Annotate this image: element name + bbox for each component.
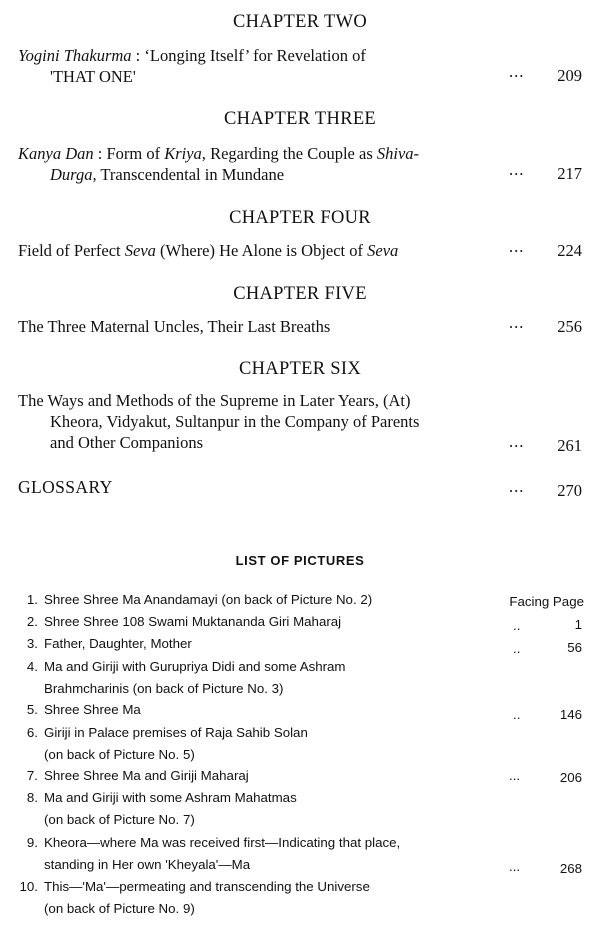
leader-dots: .. <box>513 707 521 722</box>
chapter-heading: CHAPTER TWO <box>232 12 367 32</box>
entry-line: 'THAT ONE' <box>50 67 136 86</box>
picture-number: 7. <box>26 768 38 783</box>
toc-entry <box>18 390 419 453</box>
picture-number: 5. <box>26 702 38 717</box>
leader-dots: ... <box>509 160 525 179</box>
picture-caption: Shree Shree 108 Swami Muktananda Giri Maharaj <box>44 614 342 629</box>
picture-caption: Shree Shree Ma <box>44 702 141 717</box>
entry-line: The Three Maternal Uncles, Their Last Breaths <box>18 317 331 336</box>
picture-caption: Shree Shree Ma and Giriji Maharaj <box>44 768 249 783</box>
toc-entry <box>18 240 398 261</box>
entry-line: Durga, Transcendental in Mundane <box>50 165 285 184</box>
picture-number: 10. <box>19 879 38 894</box>
facing-page-label: Facing Page <box>509 594 584 609</box>
picture-number: 3. <box>26 636 38 651</box>
page-number: 217 <box>557 164 582 183</box>
picture-number: 6. <box>26 725 38 740</box>
leader-dots: ... <box>509 859 521 874</box>
chapter-heading: CHAPTER FIVE <box>233 284 367 304</box>
chapter-heading: CHAPTER FOUR <box>229 208 371 228</box>
list-of-pictures-title: LIST OF PICTURES <box>235 553 365 568</box>
page-number: 209 <box>557 66 582 85</box>
picture-number: 1. <box>26 592 38 607</box>
picture-caption: Brahmcharinis (on back of Picture No. 3) <box>44 681 284 696</box>
entry-line: Yogini Thakurma : ‘Longing Itself’ for Revelation of <box>18 46 366 65</box>
picture-caption: This—'Ma'—permeating and transcending the Universe <box>44 879 370 894</box>
leader-dots: ... <box>509 477 525 496</box>
picture-caption: (on back of Picture No. 5) <box>44 747 195 762</box>
entry-line: Kanya Dan : Form of Kriya, Regarding the Couple as Shiva- <box>18 144 420 163</box>
toc-entry <box>18 45 366 87</box>
leader-dots: ... <box>509 62 525 81</box>
picture-caption: Giriji in Palace premises of Raja Sahib Solan <box>44 725 308 740</box>
page-number: 146 <box>559 707 582 722</box>
entry-line: and Other Companions <box>50 433 204 452</box>
entry-line: Field of Perfect Seva (Where) He Alone is Object of Seva <box>18 241 399 260</box>
page-number: 270 <box>557 481 582 500</box>
picture-number: 2. <box>26 614 38 629</box>
entry-line: Kheora, Vidyakut, Sultanpur in the Company of Parents <box>50 412 420 431</box>
picture-caption: (on back of Picture No. 9) <box>44 901 195 916</box>
chapter-heading: CHAPTER THREE <box>223 109 377 129</box>
page-number: 224 <box>557 241 582 260</box>
picture-number: 9. <box>26 835 38 850</box>
picture-caption: standing in Her own 'Kheyala'—Ma <box>44 857 251 872</box>
page-number: 1 <box>574 617 582 632</box>
picture-caption: (on back of Picture No. 7) <box>44 812 195 827</box>
page-number: 206 <box>559 770 582 785</box>
leader-dots: ... <box>509 237 525 256</box>
leader-dots: .. <box>513 641 521 656</box>
page-number: 261 <box>557 436 582 455</box>
leader-dots: ... <box>509 432 525 451</box>
picture-caption: Ma and Giriji with some Ashram Mahatmas <box>44 790 297 805</box>
leader-dots: ... <box>509 768 521 783</box>
glossary-label: GLOSSARY <box>18 477 113 497</box>
page-number: 56 <box>567 640 582 655</box>
leader-dots: ... <box>509 313 525 332</box>
page-number: 256 <box>557 317 582 336</box>
entry-line: The Ways and Methods of the Supreme in Later Years, (At) <box>18 391 411 410</box>
picture-caption: Shree Shree Ma Anandamayi (on back of Picture No. 2) <box>44 592 373 607</box>
toc-entry <box>18 143 419 185</box>
chapter-heading: CHAPTER SIX <box>238 359 362 379</box>
toc-entry <box>18 316 330 337</box>
picture-number: 8. <box>26 790 38 805</box>
picture-caption: Father, Daughter, Mother <box>44 636 192 651</box>
picture-caption: Ma and Giriji with Gurupriya Didi and some Ashram <box>44 659 346 674</box>
picture-number: 4. <box>26 659 38 674</box>
leader-dots: .. <box>513 618 521 633</box>
page-number: 268 <box>559 861 582 876</box>
picture-caption: Kheora—where Ma was received first—Indicating that place, <box>44 835 401 850</box>
